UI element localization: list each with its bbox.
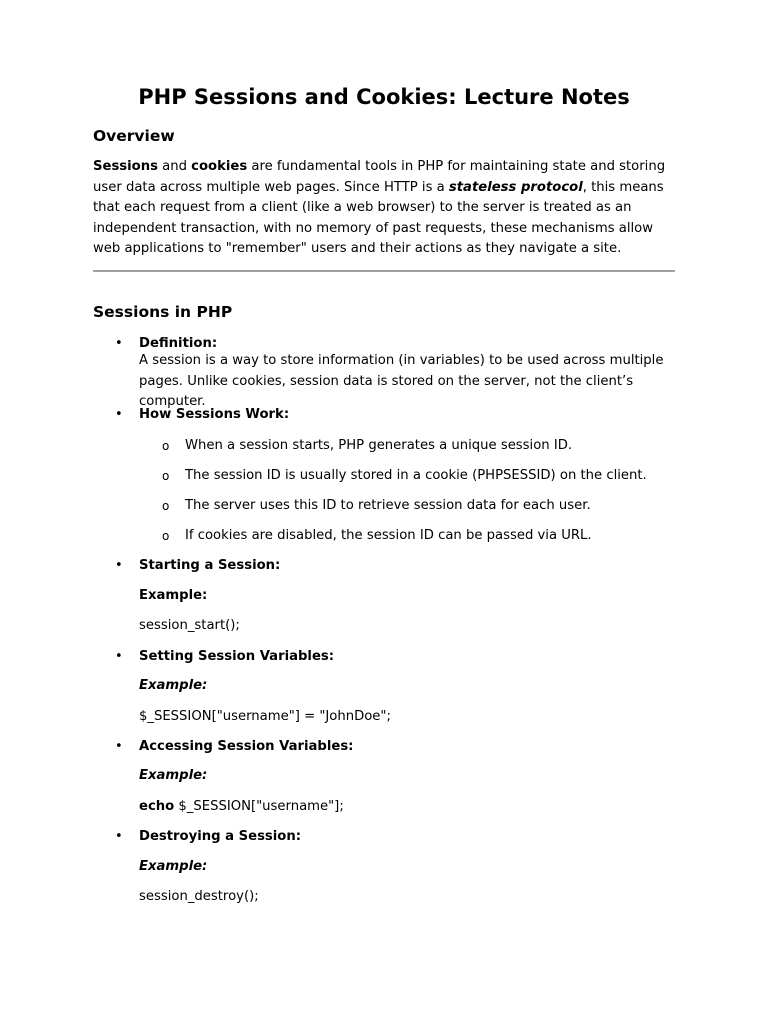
definition-label: Definition:	[139, 336, 218, 351]
setting-variables-label: Setting Session Variables:	[139, 649, 335, 664]
sub-list-item-text: If cookies are disabled, the session ID can be passed via URL.	[185, 528, 592, 543]
sub-bullet-icon: o	[162, 499, 170, 513]
accessing-variables-label: Accessing Session Variables:	[139, 739, 354, 754]
code-rest: $_SESSION["username"];	[174, 799, 344, 814]
example-label: Example:	[139, 859, 208, 874]
sub-list-item-text: The session ID is usually stored in a cookie (PHPSESSID) on the client.	[185, 468, 647, 483]
bullet-icon: •	[115, 407, 123, 422]
overview-run-5: , this means that each request from a client (like a web browser) to the server is treated as an independent transaction, with no memory of past requests, these mechanisms allow web applications to "remember" users and their actions as they navigate a site.	[93, 179, 664, 256]
code-example: $_SESSION["username"] = "JohnDoe";	[139, 709, 391, 724]
bullet-icon: •	[115, 558, 123, 573]
bullet-icon: •	[115, 739, 123, 754]
starting-session-label: Starting a Session:	[139, 558, 281, 573]
example-label: Example:	[139, 678, 208, 693]
overview-run-2: cookies	[191, 159, 248, 174]
example-label: Example:	[139, 768, 208, 783]
sub-bullet-icon: o	[162, 529, 170, 543]
overview-paragraph	[93, 157, 675, 260]
sub-bullet-icon: o	[162, 439, 170, 453]
sub-bullet-icon: o	[162, 469, 170, 483]
code-keyword: echo	[139, 799, 175, 814]
sub-list-item-text: When a session starts, PHP generates a unique session ID.	[185, 438, 573, 453]
destroying-session-label: Destroying a Session:	[139, 829, 302, 844]
code-example: session_start();	[139, 618, 240, 633]
sessions-heading: Sessions in PHP	[93, 303, 233, 321]
page-title: PHP Sessions and Cookies: Lecture Notes	[138, 85, 630, 109]
bullet-icon: •	[115, 336, 123, 351]
example-label: Example:	[139, 588, 208, 603]
bullet-icon: •	[115, 649, 123, 664]
code-example	[139, 797, 344, 817]
overview-run-0: Sessions	[93, 159, 158, 174]
code-example: session_destroy();	[139, 889, 259, 904]
overview-run-3: are fundamental tools in PHP for maintaining state and storing user data across multiple web pages. Since HTTP is a	[93, 159, 666, 195]
how-sessions-work-label: How Sessions Work:	[139, 407, 290, 422]
overview-heading: Overview	[93, 127, 175, 145]
overview-run-4: stateless protocol	[448, 179, 583, 195]
overview-run-1: and	[157, 159, 192, 174]
bullet-icon: •	[115, 829, 123, 844]
definition-text: A session is a way to store information (in variables) to be used across multiple pages. Unlike cookies, session data is stored on the server, not the client’s computer.	[139, 353, 664, 409]
horizontal-rule	[93, 270, 675, 272]
sub-list-item-text: The server uses this ID to retrieve session data for each user.	[185, 498, 591, 513]
